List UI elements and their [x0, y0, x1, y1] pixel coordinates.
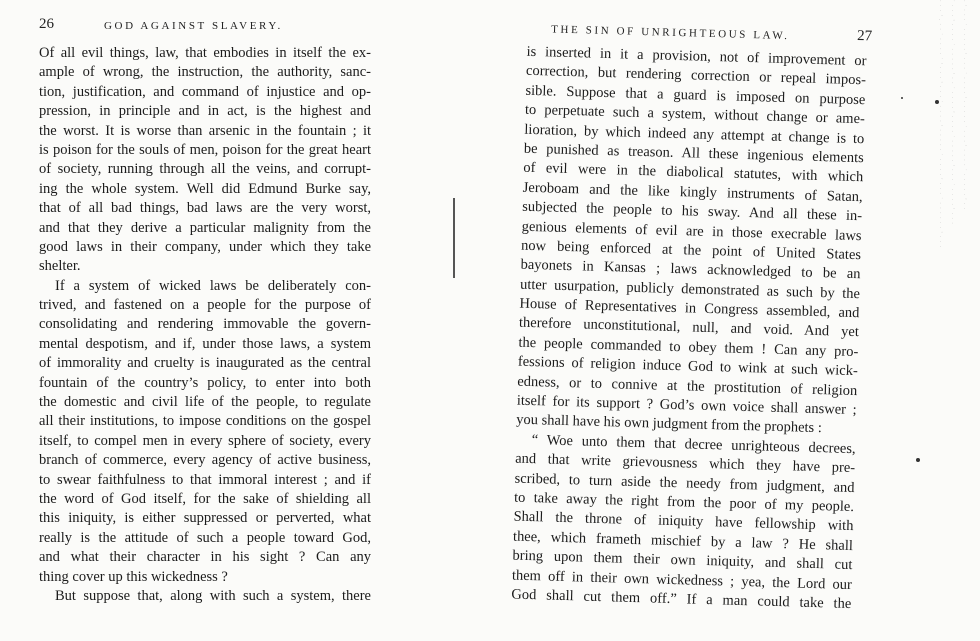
text-line: and what their character in his sight ? Can any [39, 549, 371, 566]
text-line: now being enforced at the point of United States [520, 237, 862, 264]
text-line: shelter. [39, 258, 81, 275]
right-page-content [482, 0, 920, 641]
text-line: God shall cut them off.” If a man could take the [511, 586, 852, 612]
text-line: bayonets in Kansas ; laws acknowledged to be an [520, 256, 861, 283]
text-line: If a system of wicked laws be deliberately con- [55, 277, 371, 294]
text-line: fessions of religion induce God to wink at such wick- [517, 353, 858, 380]
text-line: “ Woe unto them that decree unrighteous decrees, [531, 431, 856, 457]
text-line: fountain of the country’s policy, to enter into both [39, 374, 371, 391]
text-line: Shall the throne of iniquity have fellowship with [513, 508, 854, 535]
text-line: tion, justification, and command of injustice and op- [39, 83, 371, 100]
text-line: edness, or to connive at the prostitution of religion [517, 373, 858, 399]
text-line: bring upon them their own iniquity, and shall cut [512, 547, 853, 574]
text-line: trived, and fastened on a people for the purpose of [39, 297, 371, 314]
text-line: is poison for the souls of men, poison for the great heart [39, 141, 371, 158]
text-line: mental despotism, and if, under those laws, a system [39, 335, 371, 352]
right-page [500, 0, 920, 641]
text-line: ample of wrong, the instruction, the authority, sanc- [39, 64, 371, 81]
text-line: is inserted in it a provision, not of improvement or [526, 43, 867, 70]
right-body-text [511, 43, 867, 615]
text-line: ing the whole system. Well did Edmund Burke say, [39, 180, 371, 197]
text-line: the worst. It is worse than arsenic in the fountain ; it [39, 122, 371, 139]
text-line: and that write grievousness which they have pre- [514, 450, 856, 477]
text-line: to take away the right from the poor of my people. [513, 489, 855, 516]
text-line: thee, which frameth mischief by a law ? He shall [512, 528, 854, 554]
text-line: itself for its support ? God’s own voice shall answer ; [516, 392, 857, 419]
text-line: House of Representatives in Congress assembled, and [519, 295, 860, 322]
text-line: good laws in their company, under which they take [39, 238, 371, 255]
bleed-through-column: ˙ · · · ' · · · · ˙ · · · · · ' · · ˙ · · · · ' · · · · ˙ · · · · · ' · · · ˙ · · · · ' · · · [949, 0, 954, 225]
text-line: that of all bad things, bad laws are the very worst, [39, 200, 371, 217]
bleed-through-column: · ' · · · ˙ · · · · · ' · · · ˙ · · · · ' · · · · · ˙ · · · ' · · · · ˙ · · · · · ' · · [961, 0, 966, 211]
gutter-mark [453, 198, 455, 278]
text-line: really is the attitude of such a people toward God, [39, 529, 371, 546]
text-line: to perpetuate such a system, without change or ame- [524, 101, 866, 128]
text-line: Of all evil things, law, that embodies in itself the ex- [39, 45, 371, 61]
text-line: therefore unconstitutional, null, and void. And yet [518, 315, 860, 341]
text-line: utter usurpation, publicly demonstrated as such by the [519, 276, 861, 302]
text-line: be punished as treason. All these ingenious elements [523, 140, 864, 167]
right-running-head: THE SIN OF UNRIGHTEOUS LAW. [551, 23, 790, 43]
text-line: genious elements of evil are in those execrable laws [521, 218, 862, 244]
bleed-through-column: · · · ' . · · ˙ · · · · ˙ ' · · · ' · · · ˙ · · · · ' · · · · · ˙ · · · · ' · · · ˙ · · · · · · ' · · · [937, 0, 942, 249]
text-line: correction, but rendering correction or repeal impos- [525, 63, 867, 89]
left-body-text [39, 44, 371, 606]
text-line: to swear faithfulness to that immoral interest ; and if [39, 471, 371, 488]
text-line: of evil were in the diabolical statutes, with which [523, 160, 864, 186]
text-line: the people commanded to obey them ! Can any pro- [518, 334, 859, 360]
bleed-through-edge [918, 0, 980, 641]
ink-speck [901, 97, 903, 99]
text-line: consolidating and rendering immovable the govern- [39, 316, 371, 333]
text-line: this iniquity, is either suppressed or perverted, what [39, 510, 371, 527]
left-page [0, 0, 420, 641]
text-line: of immorality and cruelty is inaugurated as the central [39, 355, 371, 372]
text-line: and that they derive a particular malignity from the [39, 219, 371, 236]
text-line: But suppose that, along with such a system, there [55, 587, 371, 604]
text-line: itself, to compel men in every sphere of society, every [39, 432, 371, 449]
text-line: lioration, by which indeed any attempt at change is to [524, 121, 865, 147]
text-line: of society, running through all the veins, and corrupt- [39, 161, 371, 178]
left-page-number: 26 [39, 16, 54, 32]
text-line: them off in their own wickedness ; yea, the Lord our [511, 567, 853, 593]
text-line: Jeroboam and the like kingly instruments of Satan, [522, 179, 863, 205]
text-line: thing cover up this wickedness ? [39, 568, 228, 585]
text-line: the domestic and civil life of the people, to regulate [39, 394, 371, 411]
left-running-head: GOD AGAINST SLAVERY. [104, 20, 283, 32]
text-line: you shall have his own judgment from the prophets : [516, 412, 823, 437]
text-line: pression, in principle and in act, is the highest and [39, 103, 371, 120]
right-page-number: 27 [856, 27, 873, 45]
text-line: scribed, to turn aside the needy from judgment, and [514, 470, 855, 496]
text-line: sible. Suppose that a guard is imposed on purpose [525, 82, 866, 109]
text-line: branch of commerce, every agency of active business, [39, 452, 371, 469]
text-line: all their institutions, to impose conditions on the gospel [39, 413, 371, 430]
text-line: the word of God itself, for the sake of shielding all [39, 490, 371, 507]
text-line: subjected the people to his sway. And all these in- [522, 198, 863, 225]
